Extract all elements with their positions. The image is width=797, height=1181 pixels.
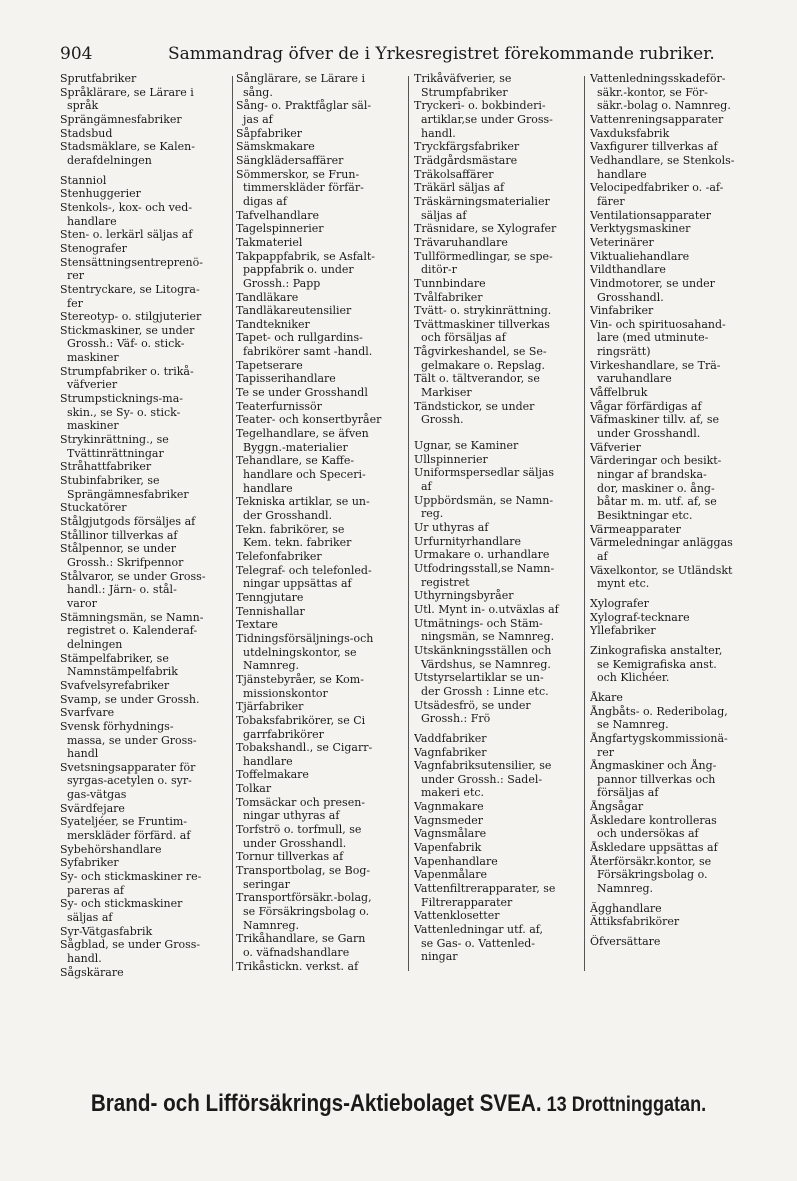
index-entry: Tomsäckar och presen- ningar uthyras af bbox=[236, 795, 366, 823]
index-entry: Vapenhandlare bbox=[414, 854, 498, 868]
index-entry: Åkare bbox=[590, 690, 623, 704]
index-entry: Återförsäkr.kontor, se Försäkringsbolag o. Namnreg. bbox=[590, 854, 712, 896]
index-entry: Tolkar bbox=[236, 782, 272, 796]
index-entry: Zinkografiska anstalter, se Kemigrafiska anst. och Klichéer. bbox=[590, 643, 723, 685]
index-entry: Tryckeri- o. bokbinderi- artiklar,se under Gross- handl. bbox=[414, 99, 553, 140]
index-entry: Transportbolag, se Bog- seringar bbox=[236, 864, 371, 891]
index-entry: Tobakshandl., se Cigarr- handlare bbox=[236, 741, 373, 768]
index-entry: Utfodringsstall,se Namn- registret bbox=[414, 561, 555, 589]
index-entry: Takmateriel bbox=[236, 235, 303, 249]
index-entry: Vaxfigurer tillverkas af bbox=[590, 140, 718, 154]
index-entry: Tvätt- o. strykinrättning. bbox=[414, 304, 552, 318]
index-entry: Tändstickor, se under Grossh. bbox=[414, 399, 535, 427]
index-entry: Väfverier bbox=[590, 440, 641, 454]
index-entry: Svarfvare bbox=[60, 706, 115, 720]
index-entry: Sy- och stickmaskiner säljas af bbox=[60, 897, 183, 925]
index-entry: Växelkontor, se Utländskt mynt etc. bbox=[590, 563, 733, 591]
index-entry: Uppbördsmän, se Namn- reg. bbox=[414, 493, 554, 521]
index-entry: Vinfabriker bbox=[590, 304, 654, 318]
index-entry: Tvättmaskiner tillverkas och försäljas af bbox=[414, 317, 550, 345]
index-entry: Värmeapparater bbox=[590, 522, 681, 536]
page-header bbox=[60, 44, 760, 68]
index-entry: Stållinor tillverkas af bbox=[60, 528, 178, 542]
index-entry: Tandläkareutensilier bbox=[236, 304, 352, 318]
index-entry: Vapenmålare bbox=[414, 868, 487, 882]
index-entry: Trikåstickn. verkst. af bbox=[236, 959, 359, 973]
index-entry: Stenografer bbox=[60, 241, 127, 255]
index-entry: Utstyrselartiklar se un- der Grossh : Linne etc. bbox=[414, 671, 549, 698]
index-entry: Ullspinnerier bbox=[414, 452, 488, 466]
index-entry: Sprängämnesfabriker bbox=[60, 112, 182, 126]
index-entry: Vattenreningsapparater bbox=[590, 112, 724, 126]
index-entry: Urmakare o. urhandlare bbox=[414, 548, 550, 562]
index-entry: Åskledare kontrolleras och undersökas af bbox=[590, 813, 717, 841]
index-entry: Stämningsmän, se Namn- registret o. Kalenderaf- delningen bbox=[60, 610, 204, 651]
index-entry: Textare bbox=[236, 618, 278, 632]
index-entry: Strumpsticknings-ma- skin., se Sy- o. stick- maskiner bbox=[60, 392, 183, 433]
index-entry: Tapet- och rullgardins- fabrikörer samt -handl. bbox=[236, 331, 373, 359]
index-entry: Tunnbindare bbox=[414, 276, 486, 290]
index-entry: Svärdfejare bbox=[60, 801, 125, 815]
index-entry: Värderingar och besikt- ningar af brandska- dor, maskiner o. ång- båtar m. m. utf. af, se Besiktningar etc. bbox=[590, 454, 722, 522]
index-entry: Xylograf-tecknare bbox=[590, 610, 690, 624]
index-entry: Tjärfabriker bbox=[236, 700, 304, 714]
index-entry: Träskärningsmaterialier säljas af bbox=[414, 194, 550, 222]
index-entry: Trävaruhandlare bbox=[414, 235, 508, 249]
page-title: Sammandrag öfver de i Yrkesregistret förekommande rubriker. bbox=[168, 44, 715, 64]
index-entry: Stanniol bbox=[60, 173, 107, 187]
index-entry: Te se under Grosshandl bbox=[236, 386, 368, 400]
index-entry: Stålpennor, se under Grossh.: Skrifpennor bbox=[60, 542, 184, 569]
index-entry: Syfabriker bbox=[60, 856, 119, 870]
index-entry: Vagnmakare bbox=[414, 800, 484, 814]
index-entry: Strumpfabriker o. trikå- väfverier bbox=[60, 364, 194, 392]
index-entry: Träsnidare, se Xylografer bbox=[414, 222, 557, 236]
index-entry: Veterinärer bbox=[590, 235, 654, 249]
index-entry: Vågar förfärdigas af bbox=[590, 399, 702, 413]
index-entry: Viktualiehandlare bbox=[590, 249, 690, 263]
advertiser-address: 13 Drottninggatan. bbox=[546, 1093, 707, 1116]
index-entry: Sömmerskor, se Frun- timmerskläder förfär- digas af bbox=[236, 167, 364, 208]
index-entry: Sängklädersaffärer bbox=[236, 153, 344, 167]
index-entry: Sybehörshandlare bbox=[60, 842, 162, 856]
index-entry: Tekn. fabrikörer, se Kem. tekn. fabriker bbox=[236, 522, 352, 550]
index-entry: Syateljéer, se Fruntim- merskläder förfärd. af bbox=[60, 815, 191, 843]
index-entry: Ångmaskiner och Ång- pannor tillverkas och försäljas af bbox=[590, 759, 717, 800]
column-4 bbox=[590, 72, 772, 949]
column-2 bbox=[236, 72, 410, 973]
index-entry: Stenhuggerier bbox=[60, 187, 141, 201]
index-entry: Torfströ o. torfmull, se under Grosshandl. bbox=[236, 823, 362, 850]
index-entry: Tågvirkeshandel, se Se- gelmakare o. Repslag. bbox=[414, 345, 547, 372]
index-entry: Svetsningsapparater för syrgas-acetylen o. syr- gas-vätgas bbox=[60, 760, 196, 802]
index-entry: Utmätnings- och Stäm- ningsmän, se Namnreg. bbox=[414, 616, 555, 644]
index-entry: Virkeshandlare, se Trä- varuhandlare bbox=[590, 358, 721, 386]
index-entry: Stentryckare, se Litogra- fer bbox=[60, 282, 200, 310]
index-entry: Såpfabriker bbox=[236, 126, 303, 140]
index-entry: Vaddfabriker bbox=[414, 731, 487, 745]
index-entry: Stämpelfabriker, se Namnstämpelfabrik bbox=[60, 651, 178, 679]
index-entry: Ättiksfabrikörer bbox=[590, 915, 680, 929]
index-entry: Sånglärare, se Lärare i sång. bbox=[236, 72, 365, 99]
index-entry: Takpappfabrik, se Asfalt- pappfabrik o. under Grossh.: Papp bbox=[236, 249, 376, 290]
index-entry: Tält o. tältverandor, se Markiser bbox=[414, 372, 540, 400]
index-entry: Stereotyp- o. stilgjuterier bbox=[60, 310, 202, 324]
index-entry: Ångsågar bbox=[590, 800, 644, 814]
index-entry: Öfversättare bbox=[590, 935, 661, 949]
index-entry: Yllefabriker bbox=[590, 624, 656, 638]
index-entry: Uthyrningsbyråer bbox=[414, 589, 514, 603]
index-entry: Stubinfabriker, se Sprängämnesfabriker bbox=[60, 474, 189, 501]
index-entry: Tidningsförsäljnings-och utdelningskontor, se Namnreg. bbox=[236, 631, 374, 673]
column-1 bbox=[60, 72, 230, 979]
index-entry: Tehandlare, se Kaffe- handlare och Speceri- handlare bbox=[236, 454, 366, 495]
index-entry: Stadsmäklare, se Kalen- derafdelningen bbox=[60, 140, 195, 167]
index-entry: Tryckfärgsfabriker bbox=[414, 140, 520, 154]
index-entry: Tekniska artiklar, se un- der Grosshandl. bbox=[236, 495, 370, 522]
index-entry: Xylografer bbox=[590, 596, 649, 610]
index-entry: Ångbåts- o. Rederibolag, se Namnreg. bbox=[590, 704, 728, 732]
index-entry: Ägghandlare bbox=[590, 901, 662, 915]
index-entry: Vagnsmålare bbox=[414, 827, 487, 841]
index-entry: Urfurnityrhandlare bbox=[414, 534, 522, 548]
column-3 bbox=[414, 72, 584, 964]
index-entry: Stuckatörer bbox=[60, 501, 127, 515]
index-entry: Strykinrättning., se Tvättinrättningar bbox=[60, 433, 169, 460]
index-entry: Verktygsmaskiner bbox=[590, 222, 691, 236]
index-entry: Sågskärare bbox=[60, 965, 124, 979]
index-entry: Vedhandlare, se Stenkols- handlare bbox=[590, 153, 735, 181]
index-entry: Trikåhandlare, se Garn o. väfnadshandlare bbox=[236, 932, 366, 959]
index-entry: Ventilationsapparater bbox=[590, 208, 712, 222]
index-entry: Svensk förhydnings- massa, se under Gross- handl bbox=[60, 719, 197, 761]
index-entry: Vattenfiltrerapparater, se Filtrerapparater bbox=[414, 882, 556, 909]
index-entry: Tapisserihandlare bbox=[236, 372, 336, 386]
index-entry: Stålgjutgods försäljes af bbox=[60, 515, 196, 528]
page-number: 904 bbox=[60, 44, 93, 64]
index-entry: Utl. Mynt in- o.utväxlas af bbox=[414, 602, 559, 616]
index-entry: Tandläkare bbox=[236, 290, 299, 304]
index-entry: Vildthandlare bbox=[590, 263, 666, 277]
advertiser-name: Brand- och Lifförsäkrings-Aktiebolaget SVEA. bbox=[90, 1090, 542, 1117]
index-entry: Trädgårdsmästare bbox=[414, 153, 518, 167]
index-entry: Stenkols-, kox- och ved- handlare bbox=[60, 200, 193, 228]
index-entry: Trikåväfverier, se Strumpfabriker bbox=[414, 72, 512, 99]
index-entry: Telegraf- och telefonled- ningar uppsättas af bbox=[236, 563, 372, 591]
index-entry: Vaxduksfabrik bbox=[590, 126, 670, 140]
index-entry: Telefonfabriker bbox=[236, 549, 322, 563]
index-entry: Stickmaskiner, se under Grossh.: Väf- o. stick- maskiner bbox=[60, 323, 195, 365]
index-entry: Sågblad, se under Gross- handl. bbox=[60, 938, 201, 965]
index-entry: Teater- och konsertbyråer bbox=[236, 413, 382, 427]
index-entry: Tegelhandlare, se äfven Byggn.-materialier bbox=[236, 427, 369, 454]
index-entry: Vagnfabriksutensilier, se under Grossh.: Sadel- makeri etc. bbox=[414, 759, 552, 800]
index-columns bbox=[60, 72, 772, 979]
index-entry: Stålvaror, se under Gross- handl.: Järn- o. stål- varor bbox=[60, 569, 206, 610]
index-entry: Vagnsmeder bbox=[414, 813, 484, 827]
index-entry: Velocipedfabriker o. -af- färer bbox=[590, 181, 724, 208]
index-entry: Stensättningsentreprenö- rer bbox=[60, 255, 203, 283]
index-entry: Sy- och stickmaskiner re- pareras af bbox=[60, 870, 202, 897]
index-entry: Språklärare, se Lärare i språk bbox=[60, 85, 194, 113]
index-entry: Vattenklosetter bbox=[414, 909, 500, 923]
index-entry: Tullförmedlingar, se spe- ditör-r bbox=[414, 249, 553, 277]
index-entry: Vattenledningar utf. af, se Gas- o. Vattenled- ningar bbox=[414, 923, 543, 964]
index-entry: Sprutfabriker bbox=[60, 72, 137, 85]
index-entry: Toffelmakare bbox=[236, 768, 309, 782]
index-entry: Tobaksfabrikörer, se Ci garrfabrikörer bbox=[236, 713, 366, 741]
index-entry: Stråhattfabriker bbox=[60, 460, 152, 474]
index-entry: Vin- och spirituosahand- lare (med utminute- ringsrätt) bbox=[590, 317, 726, 359]
index-entry: Vattenledningsskadeför- säkr.-kontor, se För- säkr.-bolag o. Namnreg. bbox=[590, 72, 731, 113]
index-entry: Svamp, se under Grossh. bbox=[60, 692, 200, 706]
index-entry: Träkolsaffärer bbox=[414, 167, 494, 181]
index-entry: Tafvelhandlare bbox=[236, 208, 319, 222]
index-entry: Sämskmakare bbox=[236, 140, 315, 154]
index-entry: Väfmaskiner tillv. af, se under Grosshandl. bbox=[590, 413, 719, 441]
index-entry: Tapetserare bbox=[236, 358, 303, 372]
index-entry: Vapenfabrik bbox=[414, 841, 482, 855]
index-entry: Tenngjutare bbox=[236, 590, 304, 604]
index-entry: Vagnfabriker bbox=[414, 745, 487, 759]
index-entry: Utskänkningsställen och Värdshus, se Namnreg. bbox=[414, 643, 552, 671]
index-entry: Teaterfurnissör bbox=[236, 399, 322, 413]
index-entry: Utsädesfrö, se under Grossh.: Frö bbox=[414, 698, 531, 726]
index-entry: Träkärl säljas af bbox=[414, 181, 505, 195]
index-entry: Tennishallar bbox=[236, 604, 305, 618]
index-entry: Syr-Vätgasfabrik bbox=[60, 924, 153, 938]
index-entry: Vindmotorer, se under Grosshandl. bbox=[590, 276, 715, 304]
index-entry: Sång- o. Praktfåglar säl- jas af bbox=[236, 99, 372, 126]
index-entry: Tjänstebyråer, se Kom- missionskontor bbox=[236, 672, 364, 700]
index-entry: Värmeledningar anläggas af bbox=[590, 536, 733, 563]
index-entry: Tvålfabriker bbox=[414, 290, 483, 304]
index-entry: Tandtekniker bbox=[236, 317, 310, 331]
index-entry: Stadsbud bbox=[60, 126, 113, 140]
index-entry: Tagelspinnerier bbox=[236, 222, 324, 236]
index-entry: Tornur tillverkas af bbox=[236, 850, 344, 864]
index-entry: Våffelbruk bbox=[590, 386, 648, 400]
index-entry: Ångfartygskommissionä- rer bbox=[590, 731, 728, 759]
advertisement-footer bbox=[56, 1090, 741, 1118]
index-entry: Uniformspersedlar säljas af bbox=[414, 466, 555, 494]
index-entry: Sten- o. lerkärl säljas af bbox=[60, 228, 193, 242]
index-entry: Ur uthyras af bbox=[414, 521, 489, 534]
index-entry: Ugnar, se Kaminer bbox=[414, 439, 519, 453]
index-entry: Transportförsäkr.-bolag, se Försäkringsbolag o. Namnreg. bbox=[236, 891, 372, 932]
index-entry: Svafvelsyrefabriker bbox=[60, 678, 170, 692]
index-entry: Åskledare uppsättas af bbox=[590, 841, 718, 855]
